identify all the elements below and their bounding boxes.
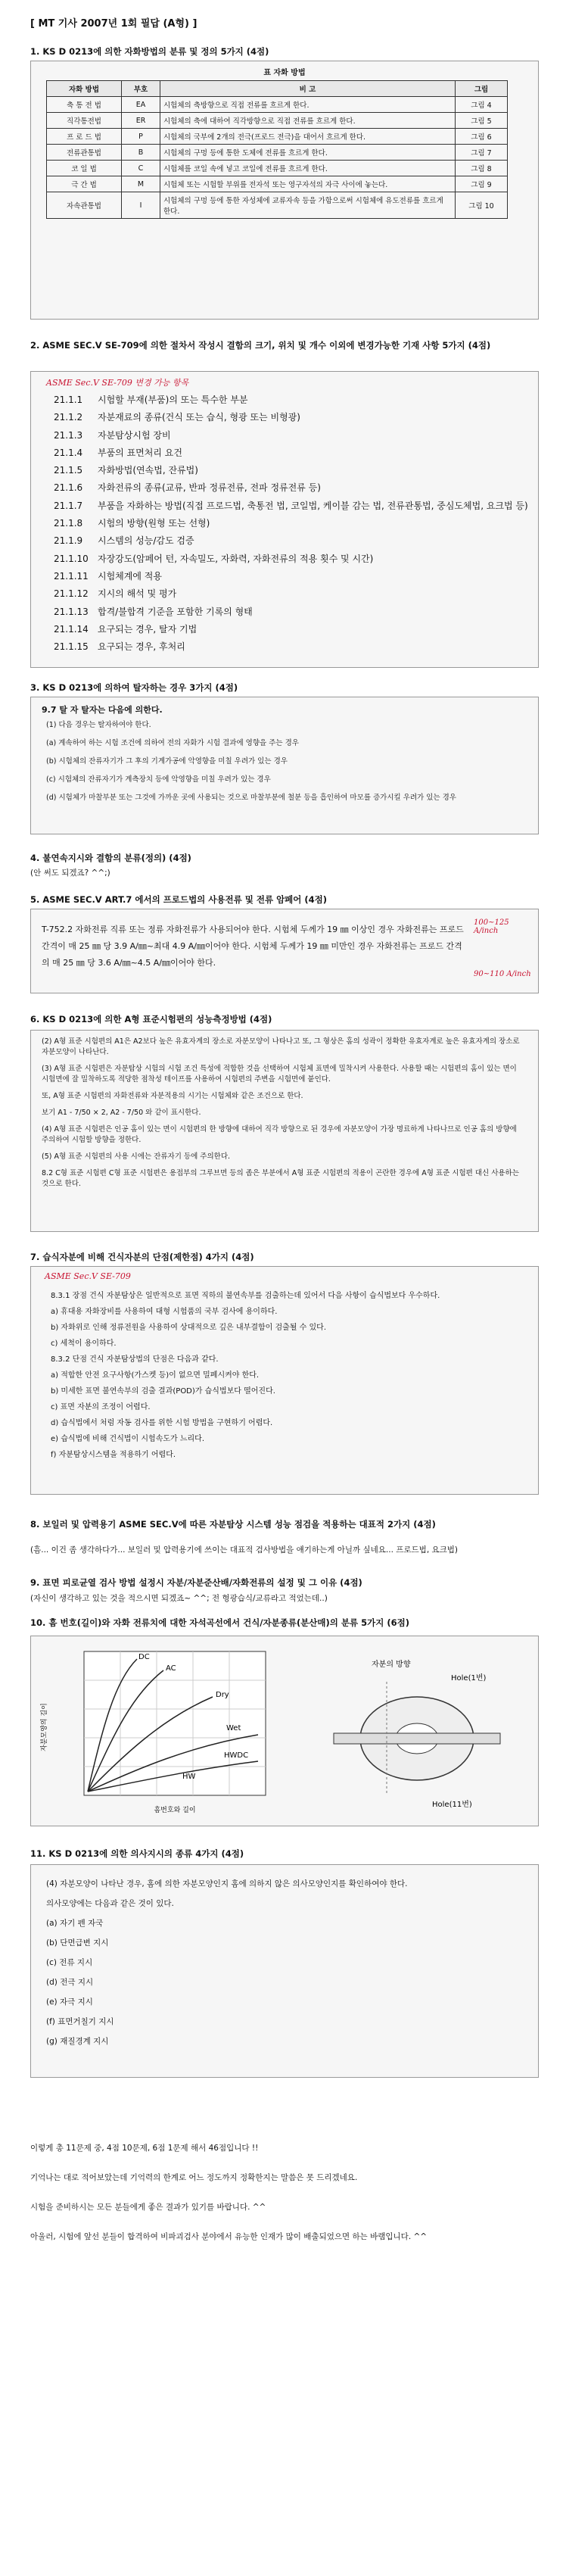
table-cell: EA <box>122 97 160 113</box>
q11-lines <box>46 1874 523 2051</box>
q5-scan <box>30 909 539 993</box>
text-line: c) 세척이 용이하다. <box>51 1339 117 1348</box>
item-number: 21.1.9 <box>54 535 83 547</box>
q3-lines <box>46 720 523 811</box>
item-text: 요구되는 경우, 후처리 <box>98 641 185 653</box>
table-cell: 전류관통법 <box>47 145 122 161</box>
question-7: 7. 습식자분에 비해 건식자분의 단점(제한점) 4가지 (4점) <box>30 1252 254 1262</box>
table-cell: 시험체의 축에 대하여 직각방향으로 직접 전류를 흐르게 한다. <box>160 113 456 129</box>
text-line: e) 습식법에 비해 건식법이 시험속도가 느리다. <box>51 1435 205 1443</box>
table-cell: 시험체의 구멍 등에 통한 자성체에 교류자속 등을 가함으로써 시험체에 유도전류를 흐르게 한다. <box>160 192 456 219</box>
item-text: 자장강도(암페어 턴, 자속밀도, 자화력, 자화전류의 적용 횟수 및 시간) <box>98 553 374 564</box>
table-cell: 직각통전법 <box>47 113 122 129</box>
q10-label: DC <box>138 1653 150 1661</box>
q10-hole-top: Hole(1번) <box>451 1674 487 1683</box>
table-cell: 그림 6 <box>456 129 508 145</box>
table-cell: 그림 7 <box>456 145 508 161</box>
q6-lines <box>42 1037 526 1196</box>
text-line: (4) A형 표준 시험편은 인공 홈이 있는 면이 시험편의 한 방향에 대하여 직각 방향으로 된 경우에 자분모양이 가장 명료하게 나타나므로 인공 홈의 방향에 주의하여 시험할 방향을 정한다. <box>42 1125 517 1144</box>
item-number: 21.1.7 <box>54 500 83 511</box>
footer-line: 이렇게 총 11문제 중, 4점 10문제, 6점 1문제 해서 46점입니다 !! <box>30 2144 259 2153</box>
q1-header: 비 고 <box>160 81 456 97</box>
footer-line: 시험을 준비하시는 모든 분들에게 좋은 결과가 있기를 바랍니다. ^^ <box>30 2203 266 2212</box>
text-line: (c) 전류 지시 <box>46 1958 93 1967</box>
q2-list <box>54 391 528 656</box>
question-5: 5. ASME SEC.V ART.7 에서의 프로드법의 사용전류 및 전류 암페어 (4점) <box>30 894 328 905</box>
table-cell: B <box>122 145 160 161</box>
q10-diagram-label: 자분의 방향 <box>372 1661 411 1669</box>
table-cell: 코 일 법 <box>47 161 122 176</box>
q3-scan <box>30 697 539 834</box>
table-row <box>47 176 508 192</box>
item-number: 21.1.13 <box>54 606 89 617</box>
item-number: 21.1.15 <box>54 641 89 653</box>
text-line: 8.3.2 단점 건식 자분탐상법의 단점은 다음과 같다. <box>51 1355 219 1364</box>
table-row <box>47 129 508 145</box>
footer <box>30 2143 537 2261</box>
item-text: 자분탐상시험 장비 <box>98 429 171 441</box>
table-row <box>47 145 508 161</box>
text-line: (b) 단면급변 지시 <box>46 1938 109 1948</box>
q1-scan <box>30 61 539 320</box>
q1-table-caption: 표 자화 방법 <box>263 69 306 77</box>
item-text: 시험의 방향(원형 또는 선형) <box>98 518 210 529</box>
q6-scan <box>30 1030 539 1232</box>
q10-x-axis-label: 흠번호와 길이 <box>154 1807 196 1814</box>
item-text: 지시의 해석 및 평가 <box>98 588 177 600</box>
item-number: 21.1.1 <box>54 395 83 405</box>
item-text: 요구되는 경우, 탈자 기법 <box>98 623 198 635</box>
text-line: a) 적합한 안전 요구사항(가스켓 등)이 없으면 밀폐시켜야 한다. <box>51 1371 260 1380</box>
table-cell: 그림 9 <box>456 176 508 192</box>
q10-chart-frame <box>84 1651 266 1795</box>
text-line: (d) 시험체가 마찰부분 또는 그것에 가까운 곳에 사용되는 것으로 마찰부분에 철분 등을 흡인하여 마모를 증가시킬 우려가 있는 경우 <box>46 794 456 802</box>
table-cell: 시험체를 코일 속에 넣고 코일에 전류를 흐르게 한다. <box>160 161 456 176</box>
item-text: 자화전류의 종류(교류, 반파 정류전류, 전파 정류전류 등) <box>98 482 321 494</box>
text-line: d) 습식법에서 처럼 자동 검사를 위한 시험 방법을 구현하기 어렵다. <box>51 1419 273 1427</box>
question-1: 1. KS D 0213에 의한 자화방법의 분류 및 정의 5가지 (4점) <box>30 46 269 57</box>
text-line: (d) 전극 지시 <box>46 1978 94 1987</box>
text-line: 보기 A1 - 7/50 × 2, A2 - 7/50 와 같이 표시한다. <box>42 1109 201 1117</box>
question-8: 8. 보일러 및 압력용기 ASME SEC.V에 따른 자분탐상 시스템 성능 점검을 적용하는 대표적 2가지 (4점) <box>30 1519 436 1530</box>
table-cell: I <box>122 192 160 219</box>
q10-label: Wet <box>226 1724 241 1732</box>
q1-table-body <box>47 97 508 219</box>
item-number: 21.1.12 <box>54 588 89 600</box>
text-line: (c) 시험체의 잔류자기가 계측장치 등에 악영향을 미칠 우려가 있는 경우 <box>46 775 271 784</box>
table-row <box>47 161 508 176</box>
table-cell: 프 로 드 법 <box>47 129 122 145</box>
table-cell: C <box>122 161 160 176</box>
list-item <box>54 621 523 638</box>
table-cell: 그림 10 <box>456 192 508 219</box>
q7-scan <box>30 1266 539 1495</box>
text-line: (2) A형 표준 시험편의 A1은 A2보다 높은 유효자계의 장소로 자분모양이 나타나고 또, 그 형상은 홈의 성곽이 정확한 유효자계로 높은 유효자계의 장소로 자분모양이 나타난다. <box>42 1037 520 1056</box>
q3-heading: 9.7 탈 자 탈자는 다음에 의한다. <box>42 705 163 715</box>
item-number: 21.1.4 <box>54 447 83 458</box>
list-item <box>54 515 523 532</box>
table-cell: 그림 8 <box>456 161 508 176</box>
q4-answer: (안 써도 되겠죠? ^^;) <box>30 869 110 878</box>
q5-text: T-752.2 자화전류 직류 또는 정류 자화전류가 사용되어야 한다. 시험체 두께가 19 ㎜ 이상인 경우 자화전류는 프로드 간격이 매 25 ㎜ 당 3.9 A/㎜~최대 4.9 A/㎜이어야 한다. 시험체 두께가 19 ㎜ 미만인 경우 자화전류는 프로드 간격의 매 25 ㎜ 당 3.6 A/㎜~4.5 A/㎜이어야 한다. <box>42 925 464 968</box>
footer-line: 기억나는 대로 적어보았는데 기억력의 한계로 어느 정도까지 정확한지는 말씀은 못 드리겠네요. <box>30 2173 358 2182</box>
q8-answer: (흠... 이건 좀 생각하다가... 보일러 및 압력용기에 쓰이는 대표적 검사방법을 얘기하는게 아닐까 싶네요... 프로드법, 요크법) <box>30 1545 459 1555</box>
item-text: 시스템의 성능/감도 검증 <box>98 535 194 547</box>
text-line: (e) 자극 지시 <box>46 1997 93 2007</box>
q10-figure <box>31 1636 538 1826</box>
text-line: (5) A형 표준 시험편의 사용 시에는 잔류자기 등에 주의한다. <box>42 1152 231 1161</box>
table-cell: M <box>122 176 160 192</box>
text-line: 8.2 C형 표준 시험편 C형 표준 시험편은 용접부의 그루브면 등의 좁은 부분에서 A형 표준 시험편의 적용이 곤란한 경우에 A형 표준 시험편 대신 사용하는 것으로 한다. <box>42 1169 519 1188</box>
list-item <box>54 462 523 479</box>
text-line: 의사모양에는 다음과 같은 것이 있다. <box>46 1899 174 1908</box>
item-number: 21.1.14 <box>54 623 89 635</box>
q1-table <box>46 80 508 219</box>
q11-scan <box>30 1864 539 2078</box>
q2-note: ASME Sec.V SE-709 변경 가능 항목 <box>46 378 189 388</box>
page-title: [ MT 기사 2007년 1회 필답 (A형) ] <box>30 18 198 30</box>
text-line: (g) 재질경계 지시 <box>46 2037 109 2046</box>
item-number: 21.1.3 <box>54 429 83 441</box>
list-item <box>54 585 523 603</box>
q7-lines <box>51 1288 520 1463</box>
q5-note-a: 100~125 A/inch <box>474 918 509 935</box>
list-item <box>54 444 523 462</box>
footer-line: 아울러, 시험에 앞선 분들이 합격하여 비파괴검사 분야에서 유능한 인재가 많이 배출되었으면 하는 바램입니다. ^^ <box>30 2232 428 2241</box>
item-text: 합격/불합격 기준을 포함한 기록의 형태 <box>98 606 253 617</box>
list-item <box>54 427 523 444</box>
q1-header: 자화 방법 <box>47 81 122 97</box>
question-11: 11. KS D 0213에 의한 의사지시의 종류 4가지 (4점) <box>30 1848 244 1859</box>
table-cell: 그림 5 <box>456 113 508 129</box>
table-cell: 시험체의 국부에 2개의 전극(프로드 전극)을 대어서 흐르게 한다. <box>160 129 456 145</box>
text-line: (4) 자분모양이 나타난 경우, 홈에 의한 자분모양인지 홈에 의하지 않은 의사모양인지를 확인하여야 한다. <box>46 1879 408 1888</box>
list-item <box>54 532 523 550</box>
text-line: b) 미세한 표면 불연속부의 검출 결과(POD)가 습식법보다 떨어진다. <box>51 1387 275 1396</box>
q10-hole-bottom: Hole(11번) <box>432 1801 472 1809</box>
item-number: 21.1.8 <box>54 518 83 529</box>
item-text: 시험할 부재(부품)의 또는 특수한 부분 <box>98 395 248 405</box>
item-text: 시험체계에 적용 <box>98 570 162 582</box>
text-line: c) 표면 자분의 조정이 어렵다. <box>51 1403 151 1411</box>
text-line: 8.3.1 장점 건식 자분탐상은 일반적으로 표면 직하의 불연속부를 검출하는데 있어서 다음 사항이 습식법보다 우수하다. <box>51 1292 440 1300</box>
q9-answer: (자신이 생각하고 있는 것을 적으시면 되겠죠~ ^^; 전 형광습식/교류라고 적었는데..) <box>30 1594 328 1603</box>
table-cell: 자속관통법 <box>47 192 122 219</box>
list-item <box>54 497 528 515</box>
table-cell: 극 간 법 <box>47 176 122 192</box>
text-line: (1) 다음 경우는 탈자하여야 한다. <box>46 721 151 729</box>
item-text: 자화방법(연속법, 잔류법) <box>98 465 198 476</box>
table-row <box>47 192 508 219</box>
list-item <box>54 638 523 656</box>
text-line: (a) 자기 펜 자국 <box>46 1919 104 1928</box>
list-item <box>54 479 523 497</box>
text-line: f) 자분탐상시스템을 적용하기 어렵다. <box>51 1451 176 1459</box>
item-text: 부품을 자화하는 방법(직접 프로드법, 축통전 법, 코일법, 케이블 감는 법, 전류관통법, 중심도체법, 요크법 등) <box>98 500 528 511</box>
item-text: 부품의 표면처리 요건 <box>98 447 182 458</box>
text-line: (a) 계속하여 하는 시험 조건에 의하여 전의 자화가 시험 결과에 영향을 주는 경우 <box>46 739 299 747</box>
table-row <box>47 113 508 129</box>
table-cell: 시험체 또는 시험할 부위를 전자석 또는 영구자석의 자극 사이에 놓는다. <box>160 176 456 192</box>
table-cell: P <box>122 129 160 145</box>
table-row <box>47 97 508 113</box>
text-line: (f) 표면거칠기 지시 <box>46 2017 114 2026</box>
list-item <box>54 391 523 409</box>
question-3: 3. KS D 0213에 의하여 탈자하는 경우 3가지 (4점) <box>30 682 238 693</box>
item-text: 자분재료의 종류(건식 또는 습식, 형광 또는 비형광) <box>98 412 300 423</box>
text-line: b) 자화위로 인해 정류전원을 사용하여 상대적으로 깊은 내부결함이 검출될 수 있다. <box>51 1324 326 1332</box>
text-line: (3) A형 표준 시험편은 자분탐상 시험의 시험 조건 특성에 적합한 것을 선택하여 시험체 표면에 밀착시켜 사용한다. 사용할 때는 시험편의 홈이 있는 면이 시험면에 잘 밀착하도록 적당한 점착성 테이프를 사용하여 시험편의 주변을 시험면에 붙인다. <box>42 1065 517 1084</box>
text-line: a) 휴대용 자화장비를 사용하여 대형 시험품의 국부 검사에 용이하다. <box>51 1308 278 1316</box>
q10-label: AC <box>166 1664 176 1673</box>
text-line: (b) 시험체의 잔류자기가 그 후의 기계가공에 악영향을 미칠 우려가 있는 경우 <box>46 757 288 766</box>
item-number: 21.1.2 <box>54 412 83 423</box>
item-number: 21.1.6 <box>54 482 83 494</box>
question-6: 6. KS D 0213에 의한 A형 표준시험편의 성능측정방법 (4점) <box>30 1014 272 1024</box>
item-number: 21.1.11 <box>54 570 89 582</box>
list-item <box>54 550 523 568</box>
table-cell: ER <box>122 113 160 129</box>
q1-header: 부호 <box>122 81 160 97</box>
question-2: 2. ASME SEC.V SE-709에 의한 절차서 작성시 결함의 크기, 위치 및 개수 이외에 변경가능한 기재 사항 5가지 (4점) <box>30 340 491 351</box>
q7-note: ASME Sec.V SE-709 <box>45 1271 131 1281</box>
table-cell: 시험체의 축방향으로 직접 전류를 흐르게 한다. <box>160 97 456 113</box>
q10-label: HW <box>182 1773 196 1781</box>
question-10: 10. 흠 번호(길이)와 자화 전류치에 대한 자석곡선에서 건식/자분종류(분산매)의 분류 5가지 (6점) <box>30 1617 409 1628</box>
table-cell: 그림 4 <box>456 97 508 113</box>
item-number: 21.1.10 <box>54 553 89 564</box>
table-cell: 시험체의 구멍 등에 통한 도체에 전류를 흐르게 한다. <box>160 145 456 161</box>
item-number: 21.1.5 <box>54 465 83 476</box>
q2-scan <box>30 371 539 668</box>
table-cell: 축 통 전 법 <box>47 97 122 113</box>
text-line: 또, A형 표준 시험편의 자화전류와 자분적용의 시기는 시험체와 같은 조건으로 한다. <box>42 1092 303 1100</box>
q10-label: HWDC <box>224 1751 249 1760</box>
q10-scan <box>30 1636 539 1826</box>
q10-label: Dry <box>216 1691 229 1699</box>
q10-ring-diagram <box>334 1659 500 1809</box>
list-item <box>54 409 523 426</box>
list-item <box>54 568 523 585</box>
question-9: 9. 표면 피로균열 검사 방법 설정시 자분/자분준산배/자화전류의 설정 및 그 이유 (4점) <box>30 1577 362 1588</box>
q10-y-axis-label: 자분모양의 길이 <box>41 1703 48 1751</box>
question-4: 4. 불연속지시와 결함의 분류(정의) (4점) <box>30 853 191 863</box>
q5-note-b: 90~110 A/inch <box>474 970 531 978</box>
list-item <box>54 603 523 621</box>
q1-header: 그림 <box>456 81 508 97</box>
